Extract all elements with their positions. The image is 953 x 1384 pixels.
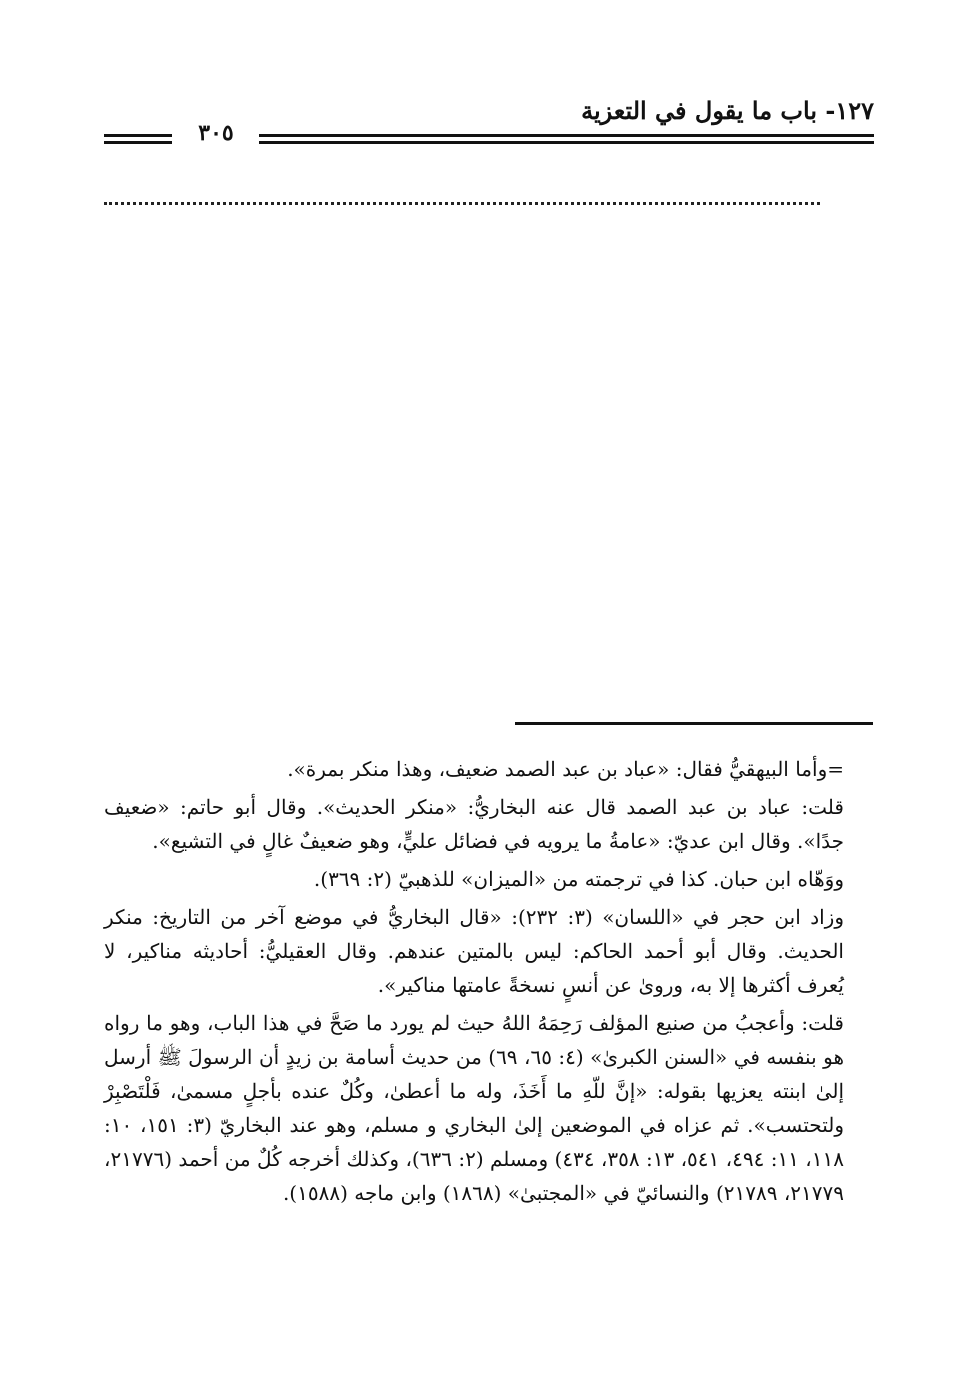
footnote-paragraph: قلت: وأعجبُ من صنيع المؤلف رَحِمَهُ اللهُ حيث لم يورد ما صَحَّ في هذا الباب، وهو ما رواه هو بنفسه في «السنن الكبرىٰ» (٤: ٦٥، ٦٩) من حديث أسامة بن زيدٍ أن الرسولَ ﷺ أرسل إلىٰ ابنته يعزيها بقوله: «إنَّ للّهِ ما أَخَذَ، وله ما أعطىٰ، وكُلٌ عنده بأجلٍ مسمىٰ، فَلْتَصْبِرْ ولتحتسب». ثم عزاه في الموضعين إلىٰ البخاري و مسلم، وهو عند البخاريّ (٣: ١٥١، ١٠: ١١٨، ١١: ٤٩٤، ٥٤١، ١٣: ٣٥٨، ٤٣٤) ومسلم (٢: ٦٣٦)، وكذلك أخرجه كُلٌ من أحمد (٢١٧٧٦، ٢١٧٧٩، ٢١٧٨٩) والنسائيّ في «المجتبىٰ» (١٨٦٨) وابن ماجه (١٥٨٨).	[104, 1011, 844, 1205]
header-rule-left	[104, 134, 172, 144]
dotted-separator	[104, 202, 820, 205]
footnote-separator	[515, 722, 873, 725]
footnote-paragraph: =وأما البيهقيُّ فقال: «عباد بن عبد الصمد ضعيف، وهذا منكر بمرة».	[287, 757, 844, 781]
footnote-paragraph: ووَهّاه ابن حبان. كذا في ترجمته من «الميزان» للذهبيّ (٢: ٣٦٩).	[313, 867, 844, 891]
footnotes	[104, 752, 844, 1214]
page-header	[104, 96, 874, 156]
header-rule-right	[259, 134, 874, 144]
footnote-paragraph: قلت: عباد بن عبد الصمد قال عنه البخاريُّ: «منكر الحديث». وقال أبو حاتم: «ضعيف جدًا». وقال ابن عديّ: «عامةُ ما يرويه في فضائل عليٍّ، وهو ضعيفٌ غالٍ في التشيع».	[104, 795, 844, 853]
footnote-paragraph: وزاد ابن حجر في «اللسان» (٣: ٢٣٢): «قال البخاريُّ في موضع آخر من التاريخ: منكر الحديث. وقال أبو أحمد الحاكم: ليس بالمتين عندهم. وقال العقيليُّ: أحاديثه مناكير، لا يُعرف أكثرها إلا به، وروىٰ عن أنسٍ نسخةً عامتها مناكير».	[104, 905, 844, 997]
chapter-title: ١٢٧- باب ما يقول في التعزية	[581, 96, 874, 125]
page-number: ٣٠٥	[198, 120, 234, 146]
